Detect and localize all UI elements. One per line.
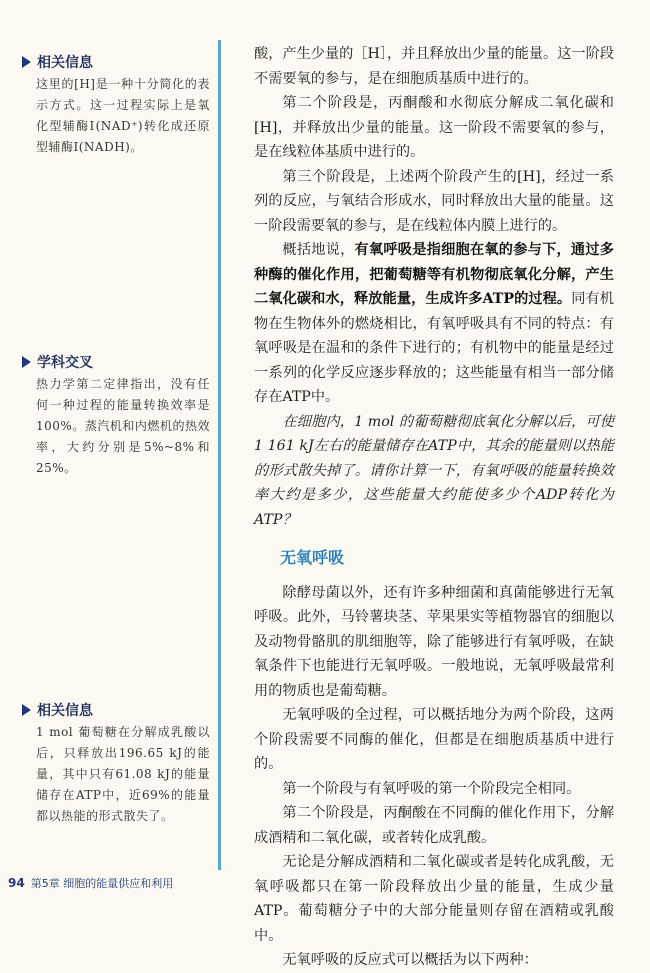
section-heading: 无氧呼吸 [280, 548, 345, 567]
paragraph-rest: 同有机物在生物体外的燃烧相比，有氧呼吸具有不同的特点：有氧呼吸是在温和的条件下进行的；有机物中的能量是经过一系列的化学反应逐步释放的；这些能量有相当一部分储存在ATP中。 [254, 291, 614, 405]
note-title: 相关信息 [37, 703, 93, 719]
definition-bold: 有氧呼吸是指细胞在氧的参与下，通过多种酶的催化作用，把葡萄糖等有机物彻底氧化分解，产生二氧化碳和水，释放能量，生成许多ATP的过程。 [254, 242, 614, 307]
triangle-bullet-icon [22, 704, 31, 716]
chapter-title: 第5章 细胞的能量供应和利用 [30, 877, 174, 890]
sidebar-divider [218, 40, 221, 870]
paragraph-definition [254, 238, 614, 410]
paragraph: 无氧呼吸的全过程，可以概括地分为两个阶段，这两个阶段需要不同酶的催化，但都是在细胞质基质中进行的。 [254, 707, 614, 772]
exercise-paragraph: 在细胞内，1 mol 的葡萄糖彻底氧化分解以后，可使1 161 kJ左右的能量储存在ATP中，其余的能量则以热能的形式散失掉了。请你计算一下，有氧呼吸的能量转换效率大约是多少，这些能量大约能使多少个ADP转化为ATP？ [254, 413, 614, 528]
paragraph: 第二个阶段是，丙酮酸和水彻底分解成二氧化碳和[H]，并释放出少量的能量。这一阶段不需要氧的参与，是在线粒体基质中进行的。 [254, 95, 614, 160]
lead-text: 概括地说， [282, 242, 355, 258]
paragraph: 第一个阶段与有氧呼吸的第一个阶段完全相同。 [282, 780, 581, 797]
paragraph: 无论是分解成酒精和二氧化碳或者是转化成乳酸，无氧呼吸都只在第一阶段释放出少量的能量，生成少量ATP。葡萄糖分子中的大部分能量则存留在酒精或乳酸中。 [254, 854, 614, 944]
triangle-bullet-icon [22, 56, 31, 68]
note-title: 相关信息 [37, 55, 93, 71]
paragraph: 第三个阶段是，上述两个阶段产生的[H]，经过一系列的反应，与氧结合形成水，同时释放出大量的能量。这一阶段需要氧的参与，是在线粒体内膜上进行的。 [254, 168, 614, 234]
page-footer [8, 875, 173, 891]
triangle-bullet-icon [22, 356, 31, 368]
sidebar-note-interdisciplinary [22, 352, 210, 479]
main-text [254, 42, 614, 973]
note-body: 1 mol 葡萄糖在分解成乳酸以后，只释放出196.65 kJ的能量，其中只有61.08 kJ的能量储存在ATP中，近69%的能量都以热能的形式散失了。 [36, 725, 210, 823]
paragraph: 无氧呼吸的反应式可以概括为以下两种： [282, 952, 538, 968]
sidebar-note-related-info-1 [22, 52, 210, 158]
paragraph: 第二个阶段是，丙酮酸在不同酶的催化作用下，分解成酒精和二氧化碳，或者转化成乳酸。 [254, 805, 614, 846]
sidebar-note-related-info-2 [22, 700, 210, 827]
note-title: 学科交叉 [37, 355, 93, 371]
paragraph: 酸，产生少量的［H］，并且释放出少量的能量。这一阶段不需要氧的参与，是在细胞质基质中进行的。 [254, 46, 614, 87]
page-number: 94 [8, 876, 25, 890]
paragraph: 除酵母菌以外，还有许多种细菌和真菌能够进行无氧呼吸。此外，马铃薯块茎、苹果果实等植物器官的细胞以及动物骨骼肌的肌细胞等，除了能够进行有氧呼吸，在缺氧条件下也能进行无氧呼吸。一般地说，无氧呼吸最常利用的物质也是葡萄糖。 [254, 584, 614, 699]
note-body: 热力学第二定律指出，没有任何一种过程的能量转换效率是100%。蒸汽机和内燃机的热效率，大约分别是5%~8%和25%。 [36, 377, 210, 475]
note-body: 这里的[H]是一种十分简化的表示方式。这一过程实际上是氧化型辅酶Ⅰ(NAD⁺)转化成还原型辅酶Ⅰ(NADH)。 [36, 77, 210, 154]
